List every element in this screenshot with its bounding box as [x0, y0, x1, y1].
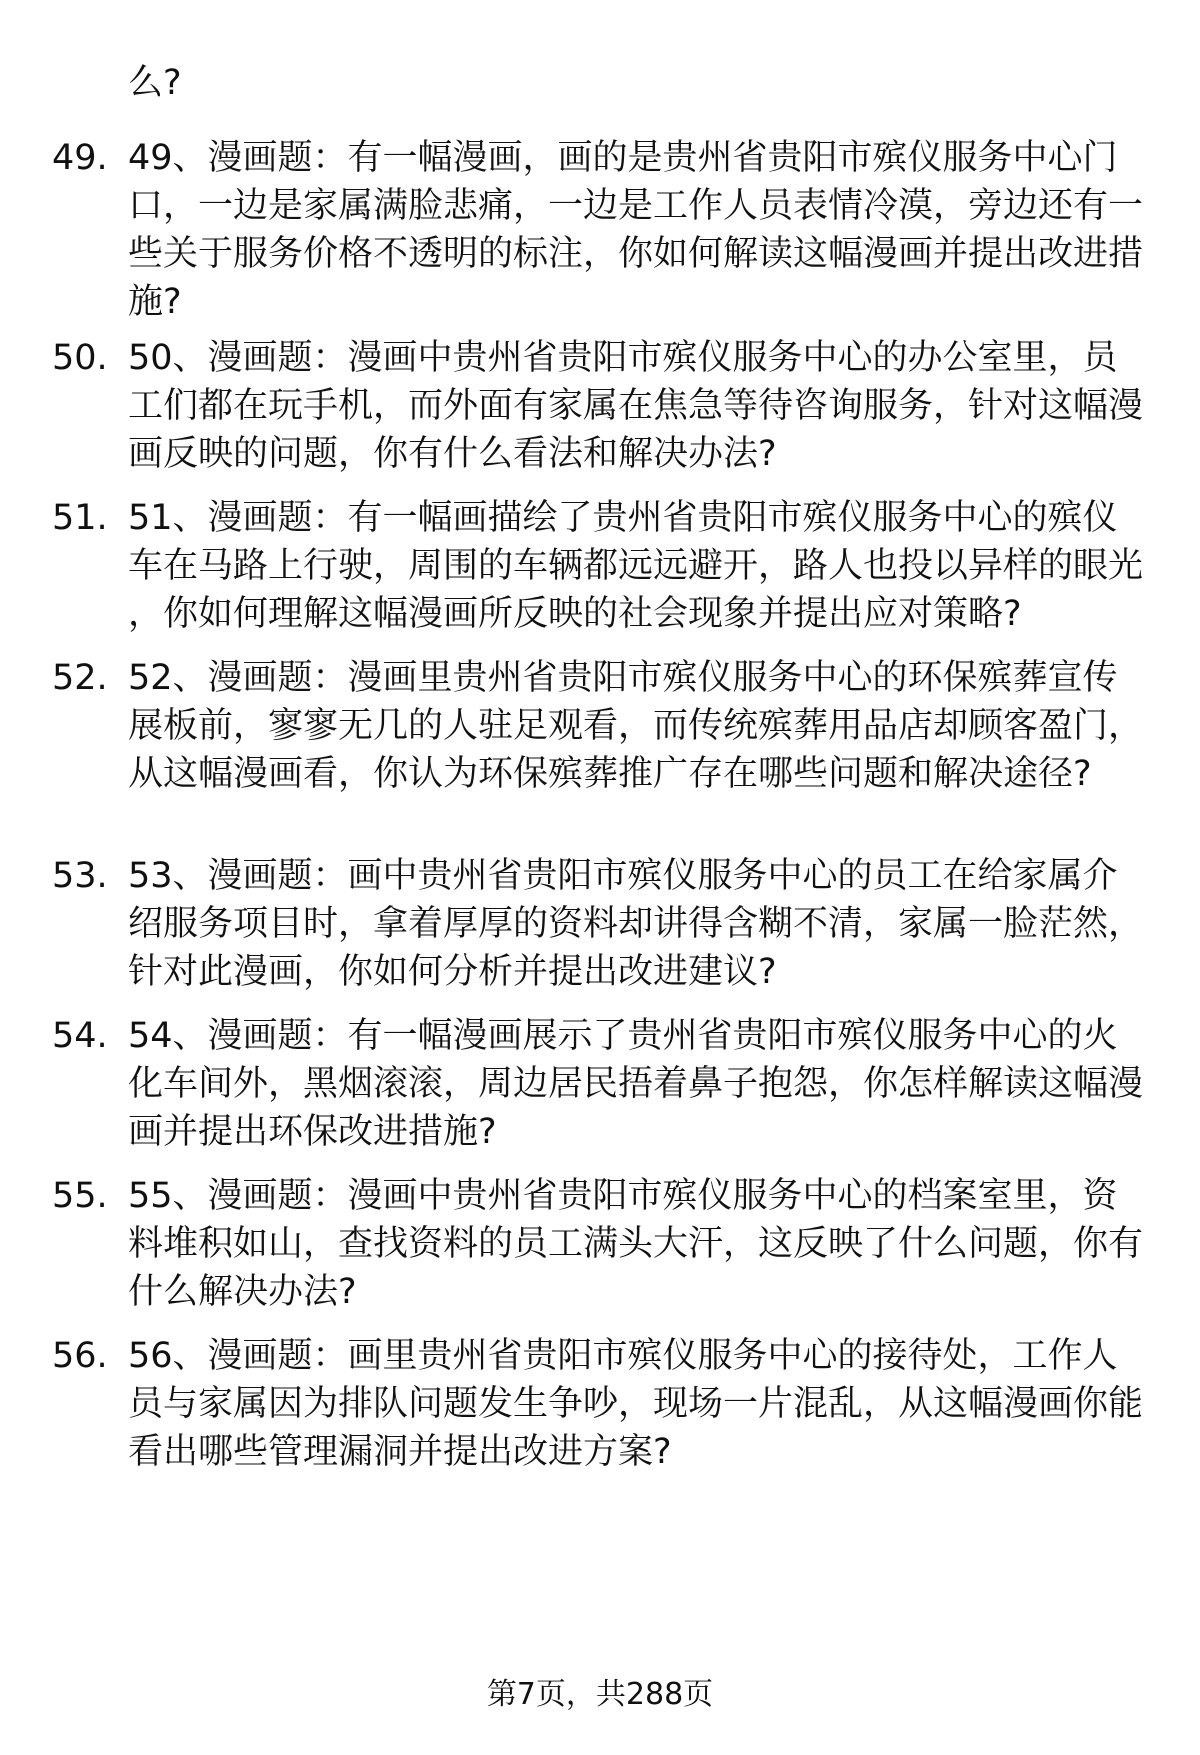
question-number: 55. — [52, 1176, 108, 1216]
question-text: 55、漫画题：漫画中贵州省贵阳市殡仪服务中心的档案室里，资料堆积如山，查找资料的员工满头大汗，这反映了什么问题，你有什么解决办法? — [128, 1176, 1144, 1312]
question-text: 52、漫画题：漫画里贵州省贵阳市殡仪服务中心的环保殡葬宣传展板前，寥寥无几的人驻足观看，而传统殡葬用品店却顾客盈门，从这幅漫画看，你认为环保殡葬推广存在哪些问题和解决途径? — [128, 658, 1144, 794]
page-footer — [0, 1675, 1200, 1715]
continuation-text: 么? — [128, 63, 182, 103]
question-text: 53、漫画题：画中贵州省贵阳市殡仪服务中心的员工在给家属介绍服务项目时，拿着厚厚的资料却讲得含糊不清，家属一脸茫然，针对此漫画，你如何分析并提出改进建议? — [128, 856, 1144, 992]
question-text: 54、漫画题：有一幅漫画展示了贵州省贵阳市殡仪服务中心的火化车间外，黑烟滚滚，周边居民捂着鼻子抱怨，你怎样解读这幅漫画并提出环保改进措施? — [128, 1016, 1144, 1152]
question-number: 54. — [52, 1016, 108, 1056]
question-number: 49. — [52, 138, 108, 178]
question-number: 56. — [52, 1336, 108, 1376]
question-number: 53. — [52, 856, 108, 896]
question-text: 50、漫画题：漫画中贵州省贵阳市殡仪服务中心的办公室里，员工们都在玩手机，而外面有家属在焦急等待咨询服务，针对这幅漫画反映的问题，你有什么看法和解决办法? — [128, 338, 1144, 474]
question-text: 56、漫画题：画里贵州省贵阳市殡仪服务中心的接待处，工作人员与家属因为排队问题发生争吵，现场一片混乱，从这幅漫画你能看出哪些管理漏洞并提出改进方案? — [128, 1336, 1144, 1472]
question-number: 52. — [52, 658, 108, 698]
question-text: 49、漫画题：有一幅漫画，画的是贵州省贵阳市殡仪服务中心门口，一边是家属满脸悲痛，一边是工作人员表情冷漠，旁边还有一些关于服务价格不透明的标注，你如何解读这幅漫画并提出改进措施? — [128, 138, 1144, 322]
question-number: 50. — [52, 338, 108, 378]
question-number: 51. — [52, 498, 108, 538]
page-number-label: 第7页，共288页 — [486, 1677, 714, 1712]
question-text: 51、漫画题：有一幅画描绘了贵州省贵阳市殡仪服务中心的殡仪车在马路上行驶，周围的车辆都远远避开，路人也投以异样的眼光，你如何理解这幅漫画所反映的社会现象并提出应对策略? — [128, 498, 1144, 634]
